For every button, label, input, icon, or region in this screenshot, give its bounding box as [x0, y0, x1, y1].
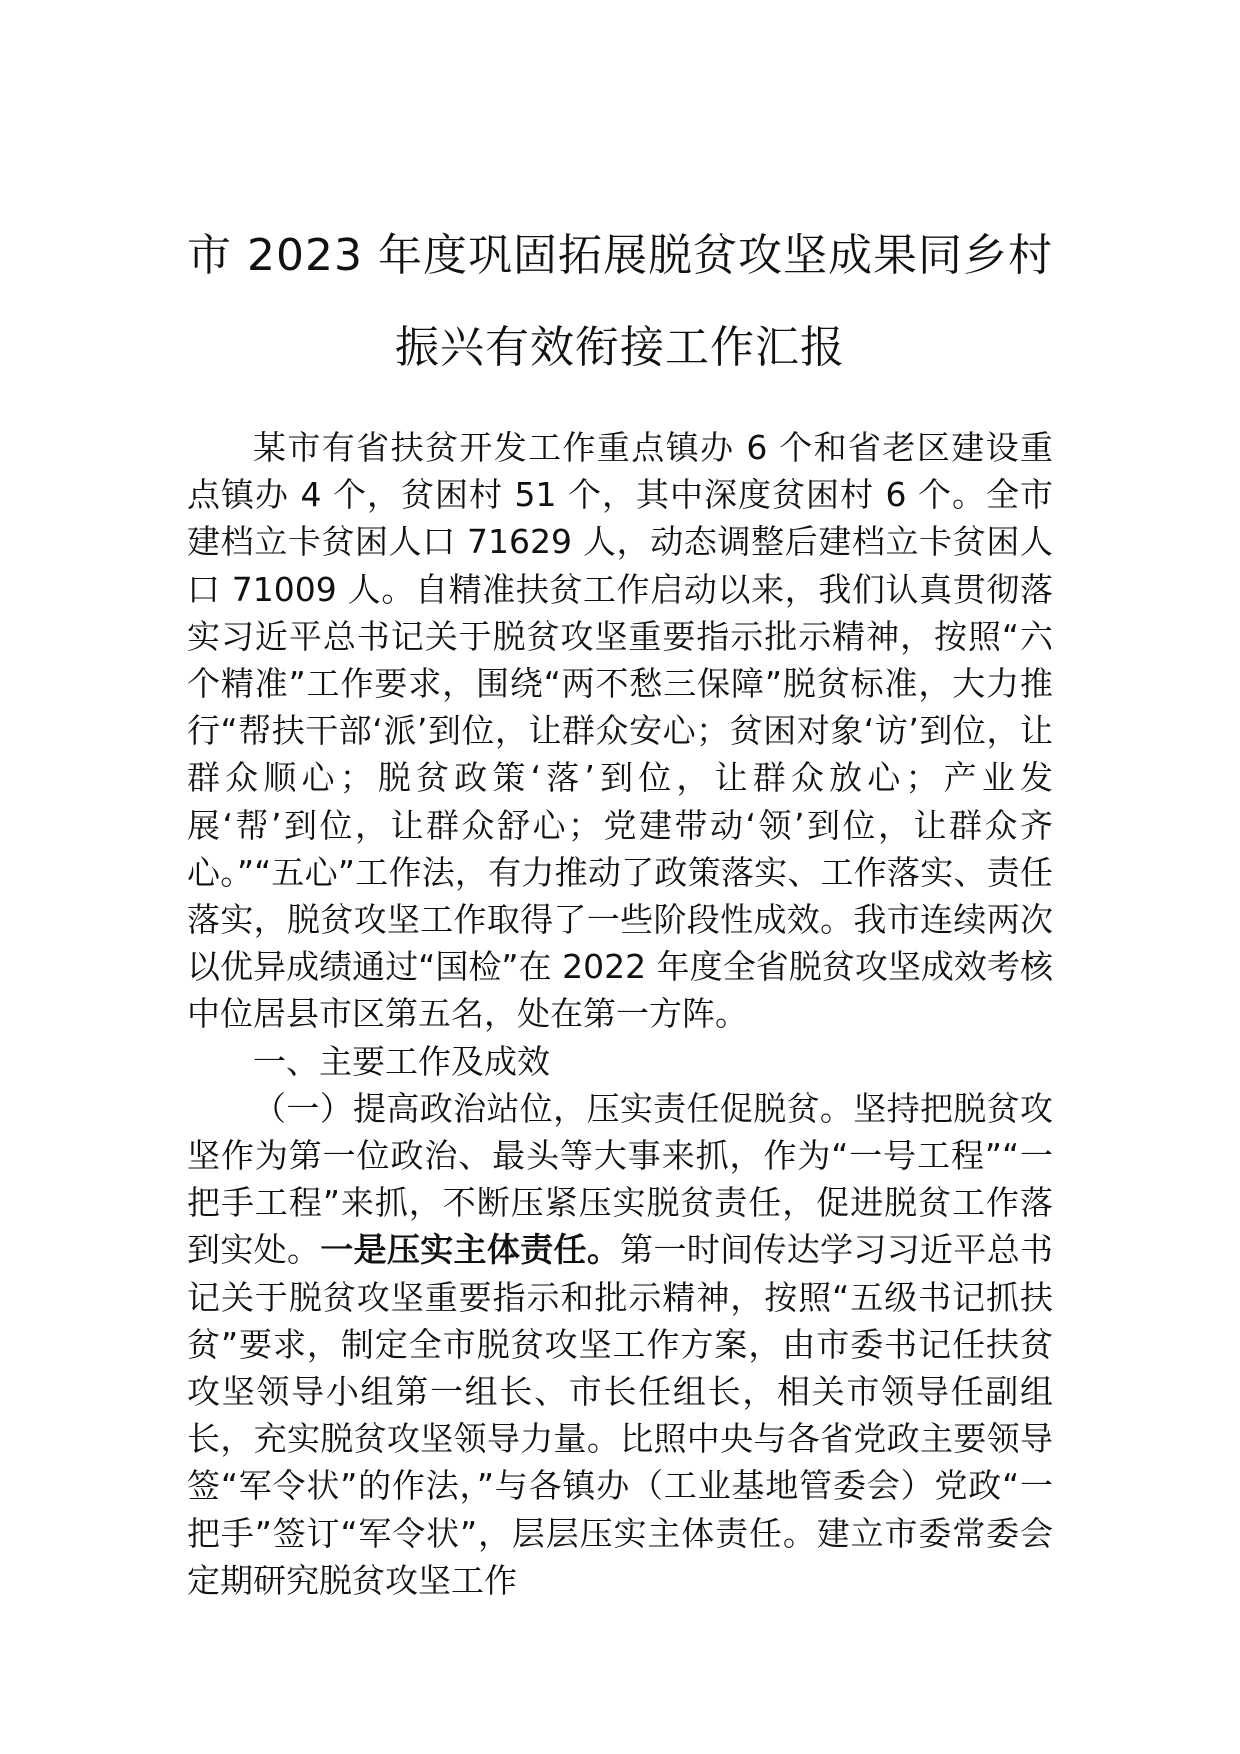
section-heading: 一、主要工作及成效: [253, 1041, 550, 1081]
sub-section-paragraph: [187, 1085, 1053, 1604]
intro-paragraph: 某市有省扶贫开发工作重点镇办 6 个和省老区建设重点镇办 4 个，贫困村 51 个，其中深度贫困村 6 个。全市建档立卡贫困人口 71629 人，动态调整后建档立卡贫困人口 71009 人。自精准扶贫工作启动以来，我们认真贯彻落实习近平总书记关于脱贫攻坚重要指示批示精神，按照“六个精准”工作要求，围绕“两不愁三保障”脱贫标准，大力推行“帮扶干部‘派’到位，让群众安心；贫困对象‘访’到位，让群众顺心；脱贫政策‘落’到位，让群众放心；产业发展‘帮’到位，让群众舒心；党建带动‘领’到位，让群众齐心。”“五心”工作法，有力推动了政策落实、工作落实、责任落实，脱贫攻坚工作取得了一些阶段性成效。我市连续两次以优异成绩通过“国检”在 2022 年度全省脱贫攻坚成效考核中位居县市区第五名，处在第一方阵。: [187, 428, 1053, 1034]
document-title: [150, 210, 1090, 394]
title-line-2: 振兴有效衔接工作汇报: [395, 322, 845, 373]
sub-paragraph-lead: （一）提高政治站位，压实责任促脱贫。坚持把脱贫攻坚作为第一位政治、最头等大事来抓，作为“一号工程”“一把手工程”来抓，不断压紧压实脱贫责任，促进脱贫工作落到实处。: [187, 1088, 1053, 1270]
document-body: [187, 424, 1053, 1604]
sub-paragraph-rest: 第一时间传达学习习近平总书记关于脱贫攻坚重要指示和批示精神，按照“五级书记抓扶贫”要求，制定全市脱贫攻坚工作方案，由市委书记任扶贫攻坚领导小组第一组长、市长任组长，相关市领导任副组长，充实脱贫攻坚领导力量。比照中央与各省党政主要领导签“军令状”的作法，”与各镇办（工业基地管委会）党政“一把手”签订“军令状”，层层压实主体责任。建立市委常委会定期研究脱贫攻坚工作: [187, 1230, 1054, 1600]
sub-paragraph-bold-phrase: 一是压实主体责任。: [320, 1230, 621, 1270]
title-line-1: 市 2023 年度巩固拓展脱贫攻坚成果同乡村: [187, 230, 1053, 281]
